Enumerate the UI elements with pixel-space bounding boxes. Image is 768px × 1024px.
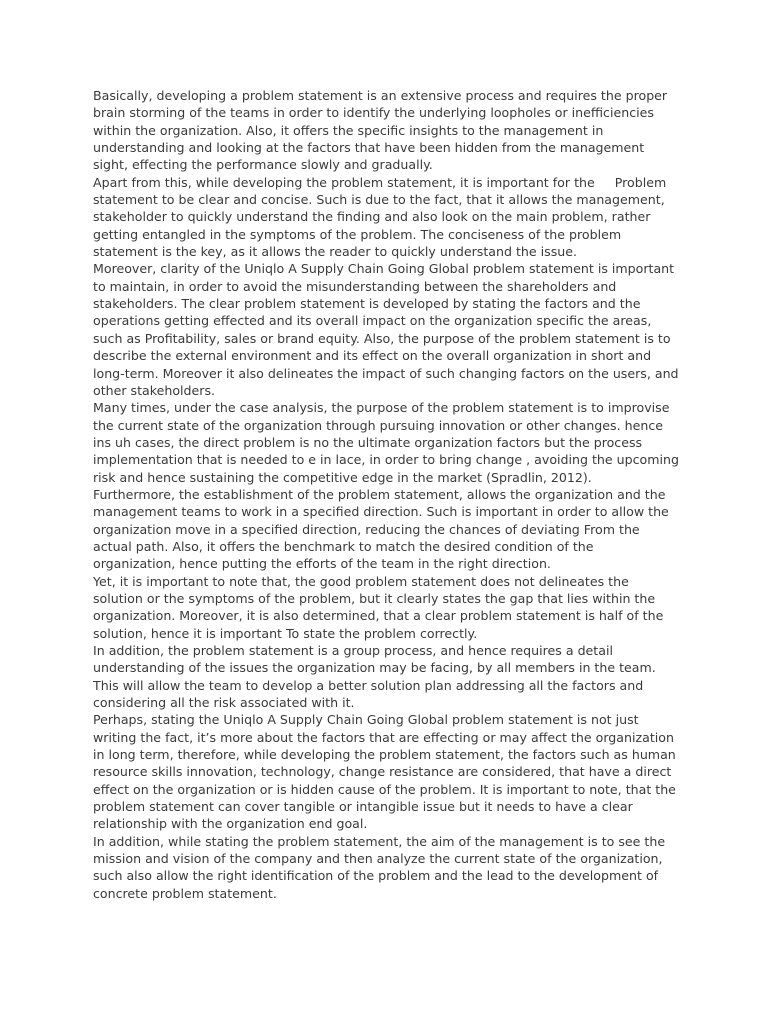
text-line: problem statement can cover tangible or intangible issue but it needs to have a clear: [93, 799, 633, 815]
text-line: writing the fact, it’s more about the factors that are effecting or may affect the organization: [93, 729, 674, 745]
text-line: In addition, while stating the problem statement, the aim of the management is to see the: [93, 833, 666, 849]
text-line: organization, hence putting the efforts of the team in the right direction.: [93, 556, 551, 572]
text-line: solution, hence it is important To state the problem correctly.: [93, 625, 478, 641]
text-line: Apart from this, while developing the problem statement, it is important for the Problem: [93, 174, 667, 190]
text-line: relationship with the organization end goal.: [93, 816, 368, 832]
text-line: organization. Moreover, it is also determined, that a clear problem statement is half of the: [93, 608, 664, 624]
text-line: solution or the symptoms of the problem, but it clearly states the gap that lies within the: [93, 590, 656, 606]
text-line: within the organization. Also, it offers the specific insights to the management in: [93, 122, 604, 138]
text-line: ins uh cases, the direct problem is no the ultimate organization factors but the process: [93, 434, 643, 450]
text-line: understanding of the issues the organization may be facing, by all members in the team.: [93, 660, 656, 676]
text-line: to maintain, in order to avoid the misunderstanding between the shareholders and: [93, 278, 617, 294]
text-line: resource skills innovation, technology, change resistance are considered, that have a direct: [93, 764, 672, 780]
text-line: statement to be clear and concise. Such is due to the fact, that it allows the management,: [93, 192, 665, 208]
text-line: in long term, therefore, while developing the problem statement, the factors such as human: [93, 747, 676, 763]
text-line: stakeholders. The clear problem statement is developed by stating the factors and the: [93, 296, 641, 312]
text-line: management teams to work in a specified direction. Such is important in order to allow the: [93, 504, 669, 520]
text-line: long-term. Moreover it also delineates the impact of such changing factors on the users, and: [93, 365, 679, 381]
text-line: operations getting effected and its overall impact on the organization specific the areas,: [93, 313, 652, 329]
text-line: mission and vision of the company and then analyze the current state of the organization,: [93, 851, 663, 867]
text-line: Furthermore, the establishment of the problem statement, allows the organization and the: [93, 486, 666, 502]
text-line: such also allow the right identification of the problem and the lead to the development of: [93, 868, 659, 884]
text-line: getting entangled in the symptoms of the problem. The conciseness of the problem: [93, 226, 622, 242]
document-body: [93, 87, 693, 902]
text-line: other stakeholders.: [93, 382, 216, 398]
text-line: effect on the organization or is hidden cause of the problem. It is important to note, that the: [93, 781, 676, 797]
text-line: risk and hence sustaining the competitive edge in the market (Spradlin, 2012).: [93, 469, 592, 485]
text-line: This will allow the team to develop a better solution plan addressing all the factors and: [93, 677, 644, 693]
text-line: concrete problem statement.: [93, 885, 277, 901]
text-line: stakeholder to quickly understand the finding and also look on the main problem, rather: [93, 209, 651, 225]
text-line: implementation that is needed to e in lace, in order to bring change , avoiding the upcoming: [93, 452, 680, 468]
text-line: brain storming of the teams in order to identify the underlying loopholes or inefficiencies: [93, 105, 654, 121]
text-line: Many times, under the case analysis, the purpose of the problem statement is to improvise: [93, 400, 670, 416]
text-line: Moreover, clarity of the Uniqlo A Supply Chain Going Global problem statement is important: [93, 261, 675, 277]
text-line: actual path. Also, it offers the benchmark to match the desired condition of the: [93, 538, 594, 554]
text-line: describe the external environment and its effect on the overall organization in short and: [93, 348, 652, 364]
text-line: In addition, the problem statement is a group process, and hence requires a detail: [93, 643, 613, 658]
text-line: Perhaps, stating the Uniqlo A Supply Chain Going Global problem statement is not just: [93, 712, 639, 728]
text-line: organization move in a specified direction, reducing the chances of deviating From the: [93, 521, 640, 537]
text-line: Basically, developing a problem statement is an extensive process and requires the proper: [93, 88, 668, 103]
text-line: Yet, it is important to note that, the good problem statement does not delineates the: [93, 573, 629, 589]
text-line: the current state of the organization through pursuing innovation or other changes. hence: [93, 417, 663, 433]
text-line: considering all the risk associated with it.: [93, 695, 355, 711]
text-line: understanding and looking at the factors that have been hidden from the management: [93, 140, 645, 156]
text-line: statement is the key, as it allows the reader to quickly understand the issue.: [93, 244, 577, 260]
text-line: such as Profitability, sales or brand equity. Also, the purpose of the problem statement is to: [93, 330, 671, 346]
text-line: sight, effecting the performance slowly and gradually.: [93, 157, 433, 173]
